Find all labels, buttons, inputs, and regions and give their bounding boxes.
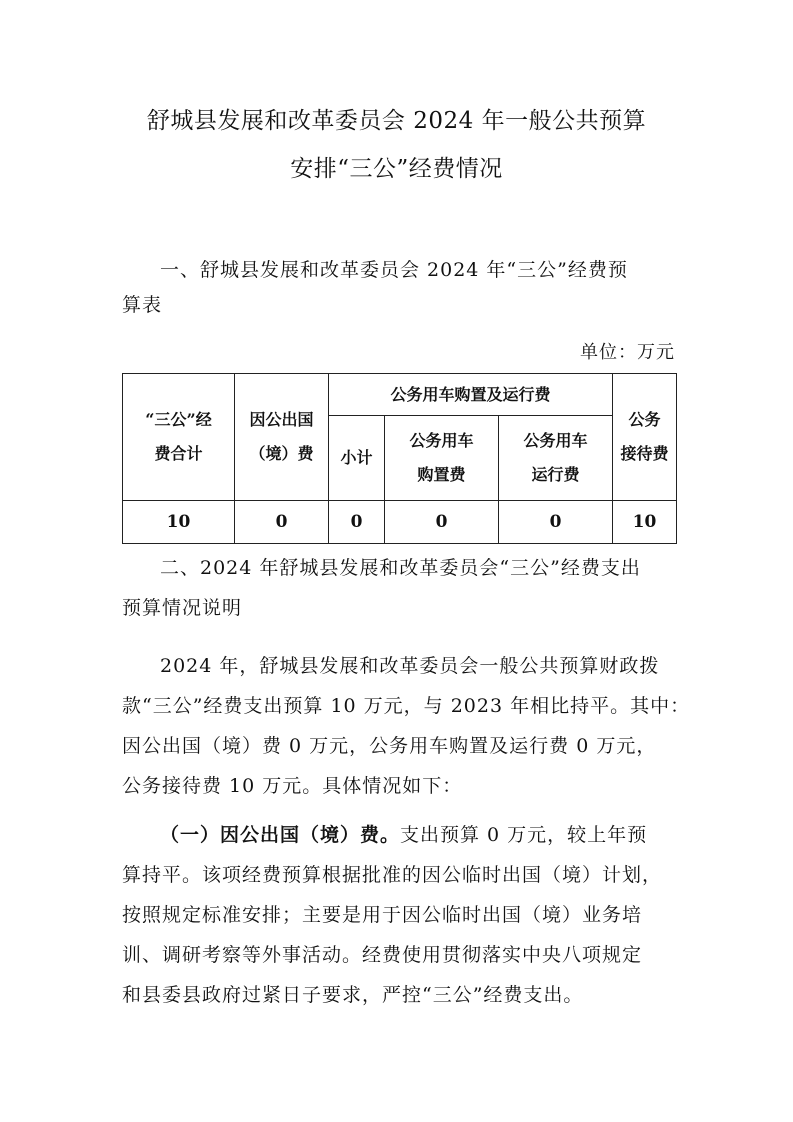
value-reception: 10 xyxy=(613,501,677,544)
value-abroad: 0 xyxy=(235,501,329,544)
para2-line2: 算持平。该项经费预算根据批准的因公临时出国（境）计划， xyxy=(122,864,663,886)
table-row xyxy=(123,501,677,544)
para2-line4: 训、调研考察等外事活动。经费使用贯彻落实中央八项规定 xyxy=(122,944,643,966)
header-abroad xyxy=(235,374,329,501)
header-abroad-line2: （境）费 xyxy=(249,444,314,463)
section2-heading-line2: 预算情况说明 xyxy=(122,597,243,619)
section2-heading-line1: 二、2024 年舒城县发展和改革委员会“三公”经费支出 xyxy=(160,557,641,579)
header-reception-line1: 公务 xyxy=(628,410,661,429)
header-reception-line2: 接待费 xyxy=(620,444,669,463)
three-public-budget-table xyxy=(122,373,677,544)
header-purchase-line1: 公务用车 xyxy=(409,431,474,450)
para2-line5: 和县委县政府过紧日子要求，严控“三公”经费支出。 xyxy=(122,984,584,1006)
header-vehicle-purchase xyxy=(385,416,499,501)
document-title-line2: 安排“三公”经费情况 xyxy=(290,156,503,182)
para2-line1-text: 支出预算 0 万元，较上年预 xyxy=(400,824,648,846)
header-reception xyxy=(613,374,677,501)
para2-line3: 按照规定标准安排；主要是用于因公临时出国（境）业务培 xyxy=(122,904,643,926)
header-purchase-line2: 购置费 xyxy=(417,465,466,484)
value-vehicle-operation: 0 xyxy=(499,501,613,544)
section1-heading-line2: 算表 xyxy=(122,294,163,316)
para2-line1 xyxy=(160,820,720,847)
header-abroad-line1: 因公出国 xyxy=(249,410,314,429)
para1-line1: 2024 年，舒城县发展和改革委员会一般公共预算财政拨 xyxy=(160,655,660,677)
header-operation-line1: 公务用车 xyxy=(523,431,588,450)
header-total-line1: “三公”经 xyxy=(145,410,212,429)
para1-line3: 因公出国（境）费 0 万元，公务用车购置及运行费 0 万元， xyxy=(122,735,657,757)
header-total-line2: 费合计 xyxy=(154,444,203,463)
document-title-line1: 舒城县发展和改革委员会 2024 年一般公共预算 xyxy=(146,108,647,134)
value-total: 10 xyxy=(123,501,235,544)
header-subtotal: 小计 xyxy=(329,416,385,501)
para1-line4: 公务接待费 10 万元。具体情况如下： xyxy=(122,775,463,797)
header-vehicle-group: 公务用车购置及运行费 xyxy=(329,374,613,416)
para1-line2: 款“三公”经费支出预算 10 万元，与 2023 年相比持平。其中： xyxy=(122,695,691,717)
value-subtotal: 0 xyxy=(329,501,385,544)
value-vehicle-purchase: 0 xyxy=(385,501,499,544)
header-operation-line2: 运行费 xyxy=(531,465,580,484)
unit-label: 单位：万元 xyxy=(580,342,675,363)
para2-heading: （一）因公出国（境）费。 xyxy=(160,824,401,846)
header-vehicle-operation xyxy=(499,416,613,501)
section1-heading-line1: 一、舒城县发展和改革委员会 2024 年“三公”经费预 xyxy=(160,259,628,281)
header-total xyxy=(123,374,235,501)
